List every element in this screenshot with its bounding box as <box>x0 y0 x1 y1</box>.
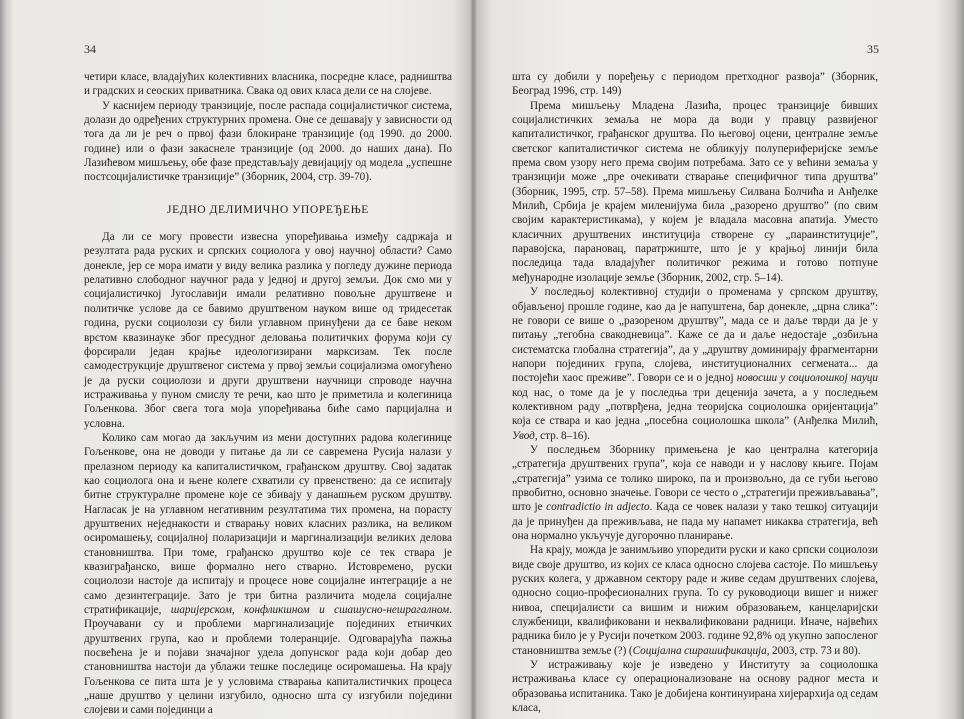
right-paragraph-4 <box>512 443 878 543</box>
text-run: Колико сам могао да закључим из мени доступних радова колегинице Гољенкове, она не доводи у питање да ли се савремена Русија налази у прелазном периоду ка капиталистичком, грађанском друштву. Свој задатак као социолога она и њене колеге схватили су првенствено: да се испитају битне структуралне промене које се збивају у данашњем руском друштву. Нагласак је на углавном негативним резултатима тих промена, на порасту друштвених неједнакости и стварању нових класних разлика, на великом осиромашењу, социјалној поларизацији и маргинализацији великих делова становништва. При томе, грађанско друштво које се тек ствара је квазиграђанско, више формално него стварно. Истовремено, руски социолози настоје да испитају и процесе нове социјалне интеграције а не само дезинтеграције. Зато је три битна различита модела социјалне стратификације, <box>84 431 452 617</box>
left-paragraph-3: Да ли се могу провести извесна упоређивања између садржаја и резултата рада руских и српских социолога у овој научној области? Само донекле, јер се мора имати у виду велика разлика у погледу дужине периода релативно слободног научног рада у једној и другој земљи. Док смо ми у социјалистичкој Југославији имали релативно повољне друштвене и политичке услове да се бавимо друштвеном науком више од тридесетак година, руски социолози су били углавном принуђени да се баве неком врстом квазинауке због пресудног деловања политичких форума који су форсирали један крајње идеологизирани марксизам. Тек после самодеструкције друштвеног система у првој земљи социјализма омогућено је да руски социолози и други друштвени научници спроводе научна истраживања у пуном смислу те речи, као што је приметила и колегиница Гољенкова. Због свега тога моја упоређивања биће само парцијална и условна. <box>84 231 452 430</box>
right-paragraph-6: У истраживању које је изведено у Институту за социолошка истраживања класе су операционализоване на основу радног места и образовања испитаника. Тако је добијена континуирана хијерархија од седам класа, <box>512 659 878 715</box>
left-paragraph-4 <box>84 431 452 718</box>
right-page-body <box>512 70 878 715</box>
italic-text: contradictio in adjecto <box>546 501 650 514</box>
text-run: У последњем Зборнику примењена је као централна категорија „стратегија друштвених група”, која се наводи и у наслову књиге. Појам „стратегија” узима се толико широко, па и произвољно, да се губи његово првобитно, основно значење. Говори се често о „стратегији преживљавања”, што је <box>512 443 878 514</box>
left-page <box>0 0 480 719</box>
right-page-number: 35 <box>867 42 879 56</box>
right-paragraph-1: шта су добили у поређењу с периодом претходног развоја” (Зборник, Београд 1996, стр. 149) <box>512 71 878 98</box>
text-run: , 2003, стр. 73 и 80). <box>766 644 861 657</box>
italic-text: шаријерском, конфликшном и сшашусно-нешрагалном <box>170 604 450 617</box>
italic-text: Увод <box>512 429 535 442</box>
right-paragraph-3 <box>512 285 878 443</box>
text-run: код нас, о томе да је у последња три деценија зачета, а у последњем колективном раду „потврђена, једна теоријска социолошка оријентација” која се ствара и као једна „посебна социолошка школа” (Анђелка Милић, <box>512 386 878 428</box>
right-paragraph-5 <box>512 543 878 658</box>
right-paragraph-2: Према мишљењу Младена Лазића, процес транзиције бивших социјалистичких земаља не мора да води у правцу развијеног капиталистичког, грађанског друштва. По његовој оцени, централне земље светског капиталистичког система не обликују полупериферијске земље према свом узору него према својим потребама. Зато се у већини земаља у транзицији може „пре очекивати стварање специфичног типа друштва” (Зборник, 1995, стр. 57–58). Према мишљењу Силвана Болчића и Анђелке Милић, Србија је крајем миленијума била „разорено друштво” (по свим својим карактеристикама), у којем је владала масовна апатија. Уместо класичних друштвених институција створене су „параинституције”, паравојска, парановац, паратржиште, што је у крајњој линији била последица тада владајућег политичког режима и готово потпуне међународне изолације земље (Зборник, 2002, стр. 5–14). <box>512 99 878 284</box>
left-page-number: 34 <box>84 42 96 56</box>
text-run: На крају, можда је занимљиво упоредити руски и како српски социолози виде своје друштво, из којих се класа односно слојева састоје. По мишљењу руских колега, у државном сектору раде и живе седам друштвених слојева, односно социо-професионалних група. То су руководиоци вишег и нижег нивоа, специјалисти са вишим и нижим образовањем, канцеларијски службеници, квалификовани и неквалификовани радници. Иначе, највећих радника било је у Русији почетком 2003. године 92,8% од укупно запосленог становништва земље (?) ( <box>512 544 878 657</box>
text-run: , стр. 8–16). <box>534 429 590 442</box>
left-page-body <box>84 70 452 718</box>
left-paragraph-2: У каснијем периоду транзиције, после распада социјалистичког система, долази до одређених структурних промена. Оне се дешавају у зависности од тога да ли је реч о првој фази блокиране транзиције (од 1990. до 2000. године) или о фази закаснеле транзиције (од 2000. до наших дана). По Лазићевом мишљењу, обе фазе представљају девијацију од модела „успешне постсоцијалистичке транзиције” (Зборник, 2004, стр. 39-70). <box>84 99 452 184</box>
italic-text: Социјална сшрашификација <box>632 644 767 657</box>
italic-text: новосши у социолошкој науци <box>736 372 878 385</box>
section-heading: ЈЕДНО ДЕЛИМИЧНО УПОРЕЂЕЊЕ <box>167 202 369 216</box>
text-run: У последњој колективној студији о променама у српском друштву, објављеној прошле године, као да је напуштена, бар донекле, „црна слика”: не говори се више о „разореном друштву”, мада се и даље тврди да је у питању „тегобна свакодневица”. Каже се да и даље недостаје „озбиљна систематска глобална стратегија”, да у „друштву доминирају фрагментарни напори појединих група, слојева, институционалних сегмената... да постојећи хаос преживе”. Говори се и о једној <box>512 286 878 385</box>
text-run: . Када се човек налази у тако тешкој ситуацији да је принуђен да преживљава, не пада му напамет никаква стратегија, већ она нормално укључује дугорочно планирање. <box>512 501 878 542</box>
left-paragraph-1: четири класе, владајућих колективних власника, посредне класе, радништва и градских и сеоских приватника. Свака од ових класа дели се на слојеве. <box>84 71 452 98</box>
text-run: . Проучавани су и проблеми маргинализације појединих етничких друштвених група, као и проблеми толеранције. Одговарајућа пажња посвећена је и појави значајног удела допунског рада који добар део становништва настоји да ублажи тешке последице осиромашења. На крају Гољенкова се пита шта је у условима стварања капиталистичких процеса „наше друштво у целини изгубило, односно шта су изгубили поједини слојеви и сами појединци а <box>84 604 452 717</box>
right-page <box>484 0 964 719</box>
